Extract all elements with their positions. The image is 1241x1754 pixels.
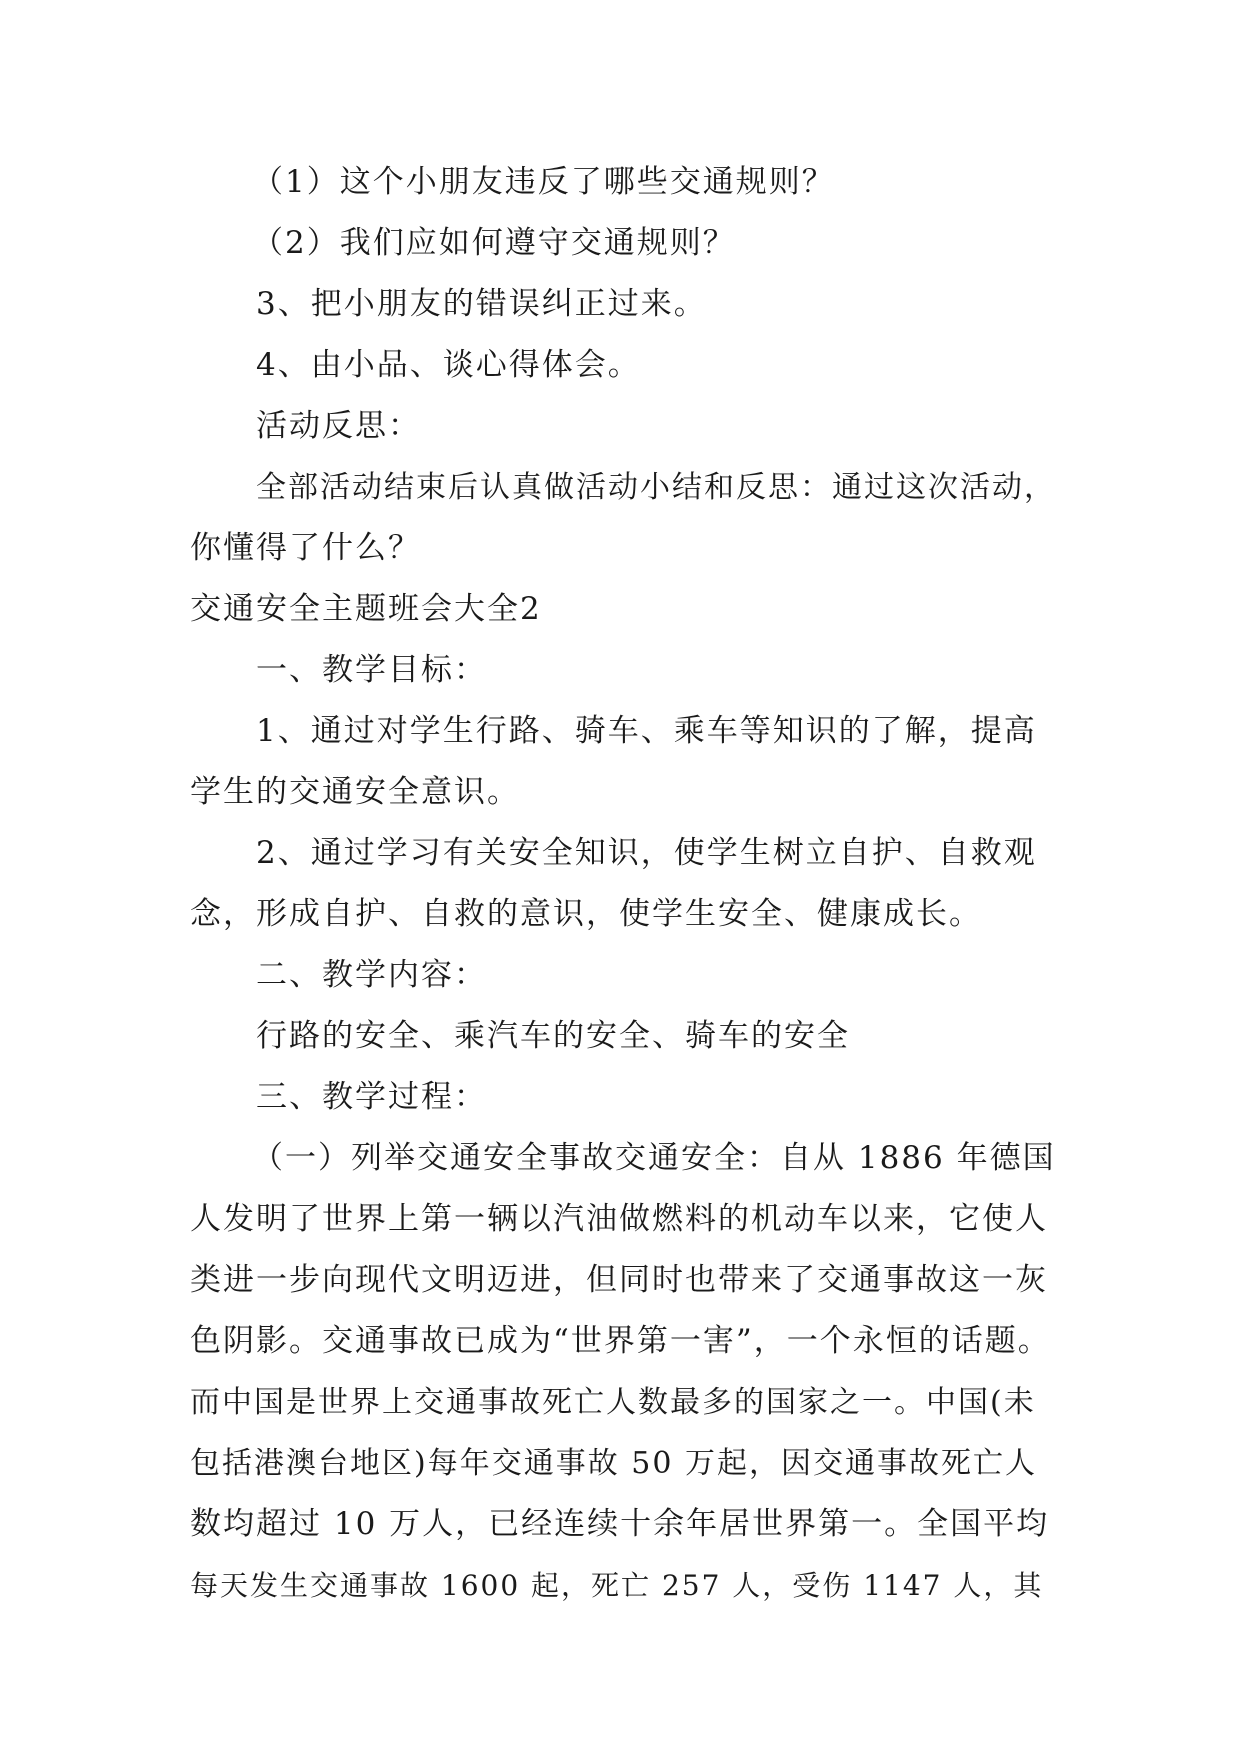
paragraph-line: 类进一步向现代文明迈进，但同时也带来了交通事故这一灰 — [190, 1262, 1048, 1298]
paragraph-line: 念，形成自护、自救的意识，使学生安全、健康成长。 — [190, 896, 982, 932]
paragraph-line: 一、教学目标： — [256, 652, 487, 688]
paragraph-line: 学生的交通安全意识。 — [190, 774, 520, 810]
paragraph-line: （1）这个小朋友违反了哪些交通规则？ — [252, 164, 835, 200]
paragraph-line: 二、教学内容： — [256, 957, 487, 993]
paragraph-line: 数均超过 10 万人，已经连续十余年居世界第一。全国平均 — [190, 1506, 1050, 1542]
document-body — [190, 152, 1060, 1616]
paragraph-line: （2）我们应如何遵守交通规则？ — [252, 225, 736, 261]
paragraph-line: 2、通过学习有关安全知识，使学生树立自护、自救观 — [256, 835, 1037, 871]
paragraph-line: 每天发生交通事故 1600 起，死亡 257 人，受伤 1147 人，其 — [190, 1569, 1044, 1602]
paragraph-line: 你懂得了什么？ — [190, 530, 421, 566]
paragraph-line: 三、教学过程： — [256, 1079, 487, 1115]
paragraph-line: 包括港澳台地区)每年交通事故 50 万起，因交通事故死亡人 — [190, 1446, 1037, 1481]
paragraph-line: 1、通过对学生行路、骑车、乘车等知识的了解，提高 — [256, 713, 1037, 749]
paragraph-line: 3、把小朋友的错误纠正过来。 — [256, 286, 707, 322]
section-heading: 交通安全主题班会大全2 — [190, 591, 542, 627]
paragraph-line: 4、由小品、谈心得体会。 — [256, 347, 641, 383]
paragraph-line: 人发明了世界上第一辆以汽油做燃料的机动车以来，它使人 — [190, 1201, 1048, 1237]
paragraph-line: 活动反思： — [256, 408, 421, 444]
paragraph-line: 行路的安全、乘汽车的安全、骑车的安全 — [256, 1018, 850, 1054]
paragraph-line: 而中国是世界上交通事故死亡人数最多的国家之一。中国(未 — [190, 1385, 1036, 1420]
paragraph-line: 色阴影。交通事故已成为“世界第一害”，一个永恒的话题。 — [190, 1323, 1051, 1359]
paragraph-line: 全部活动结束后认真做活动小结和反思：通过这次活动， — [256, 470, 1056, 505]
paragraph-line: （一）列举交通安全事故交通安全：自从 1886 年德国 — [252, 1140, 1056, 1176]
